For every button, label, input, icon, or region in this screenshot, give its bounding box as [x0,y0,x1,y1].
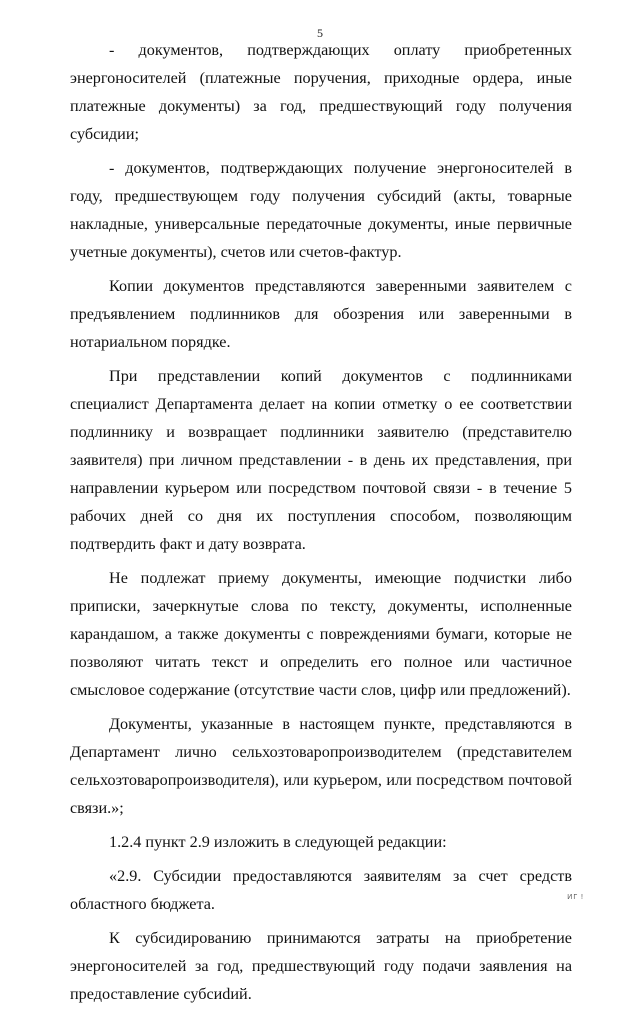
paragraph-receipt-documents: - документов, подтверждающих получение энергоносителей в году, предшествующем году получения субсидий (акты, товарные накладные, универсальные передаточные документы, иные первичные учетные документы), счетов или счетов-фактур. [70,159,572,261]
paragraph-copy-verification: При представлении копий документов с подлинниками специалист Департамента делает на копии отметку о ее соответствии подлиннику и возвращает подлинники заявителю (представителю заявителя) при личном представлении - в день их представления, при направлении курьером или посредством почтовой связи - в течение 5 рабочих дней со дня их поступления способом, позволяющим подтвердить факт и дату возврата. [70,367,572,553]
page-number: 5 [317,26,323,40]
paragraph-clause-2-9: «2.9. Субсидии предоставляются заявителям за счет средств областного бюджета. [70,867,572,913]
paragraph-amendment-intro: 1.2.4 пункт 2.9 изложить в следующей редакции: [109,833,447,851]
footer-mark: ИГ ! [567,894,584,901]
paragraph-payment-documents: - документов, подтверждающих оплату приобретенных энергоносителей (платежные поручения, приходные ордера, иные платежные документы) за год, предшествующий году получения субсидии; [70,41,572,143]
paragraph-subsidized-costs: К субсидированию принимаются затраты на приобретение энергоносителей за год, предшествующий году подачи заявления на предоставление субсиdий. [70,929,572,1003]
paragraph-rejected-documents: Не подлежат приему документы, имеющие подчистки либо приписки, зачеркнутые слова по тексту, документы, исполненные карандашом, а также документы с повреждениями бумаги, которые не позволяют читать текст и определить его полное или частичное смысловое содержание (отсутствие части слов, цифр или предложений). [70,569,572,699]
paragraph-submission-method: Документы, указанные в настоящем пункте, представляются в Департамент лично сельхозтоваропроизводителем (представителем сельхозтоваропроизводителя), или курьером, или посредством почтовой связи.»; [70,715,572,817]
paragraph-certified-copies: Копии документов представляются заверенными заявителем с предъявлением подлинников для обозрения или заверенными в нотариальном порядке. [70,277,572,351]
document-body [70,36,572,1014]
